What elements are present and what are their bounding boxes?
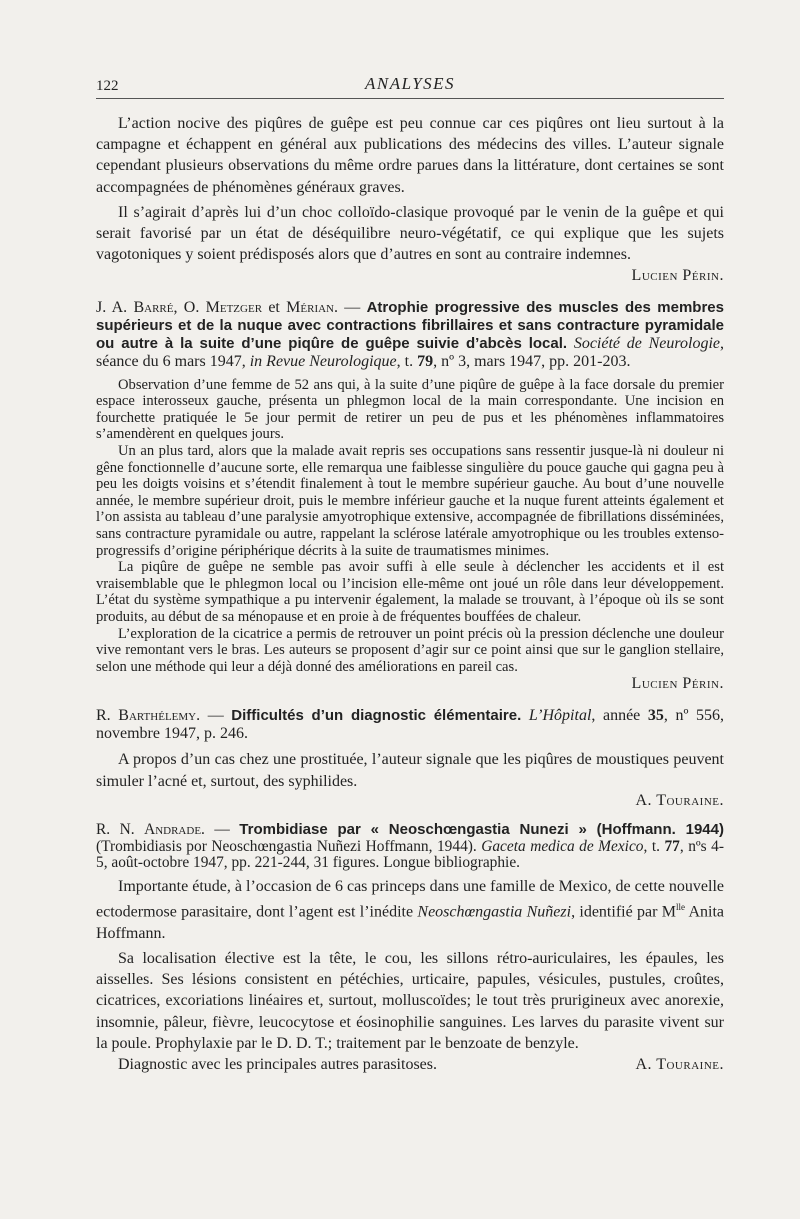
entry-andrade-p1-b: , identifié par M xyxy=(571,903,677,921)
entry-andrade-signature: A. Touraine. xyxy=(635,1056,724,1074)
entry-andrade-p1-sup: lle xyxy=(676,902,686,913)
entry-barre-paragraph-4: L’exploration de la cicatrice a permis de retrouver un point précis où la pression déclenche une douleur vive remontant vers le bras. Les auteurs se proposent d’agir sur ce point ainsi que sur le ganglion stellaire, selon une méthode qui leur a déjà donné des améliorations en pareil cas. xyxy=(96,625,724,675)
intro-paragraph-1: L’action nocive des piqûres de guêpe est peu connue car ces piqûres ont lieu surtout à la campagne et échappent en général aux publications des médecins des villes. L’auteur signale cependant plusieurs observations du même ordre parues dans la littérature, dont certaines se sont accompagnées de phénomènes généraux graves. xyxy=(96,115,724,196)
entry-andrade-heading xyxy=(96,822,724,872)
page-header xyxy=(96,68,724,99)
entry-barre-author-2: Metzger xyxy=(205,298,263,316)
entry-andrade-p1-italic: Neoschœngastia Nuñezi xyxy=(417,903,572,921)
entry-barthelemy-source-italic: L’Hôpital xyxy=(528,707,592,725)
entry-barre-signature: Lucien Périn. xyxy=(631,675,724,693)
entry-barthelemy-signature: A. Touraine. xyxy=(635,791,724,809)
running-title: ANALYSES xyxy=(364,74,456,93)
entry-barthelemy-title: Difficultés d’un diagnostic élémentaire. xyxy=(231,707,522,725)
entry-andrade-p1-a: Importante étude, à l’occasion de 6 cas princeps dans une famille de Mexico, de cette nouvelle ectodermose parasitaire, dont l’agent est l’inédite xyxy=(96,878,724,921)
entry-andrade-source-italic: Gaceta medica de Mexico xyxy=(481,837,644,855)
entry-andrade-paragraph-1 xyxy=(96,876,724,944)
entry-andrade-prefix: R. N. xyxy=(96,820,145,838)
entry-andrade-body xyxy=(96,876,724,1075)
entry-barre xyxy=(96,299,724,694)
entry-andrade-author: Andrade xyxy=(144,820,202,838)
entry-barre-body xyxy=(96,377,724,676)
entry-andrade-title: Trombidiase par « Neoschœngastia Nunezi » (Hoffmann. 1944) xyxy=(239,820,724,838)
entry-barre-source-3: in Revue Neurologique xyxy=(249,352,397,370)
entry-andrade-source-1: (Trombidiasis por Neoschœngastia Nuñezi Hoffmann, 1944). xyxy=(96,837,482,855)
entry-barthelemy-source-2: , année xyxy=(591,707,648,725)
entry-barre-source-4: , t. xyxy=(396,352,418,370)
entry-andrade-source-2: , t. xyxy=(643,837,665,855)
entry-andrade xyxy=(96,822,724,1076)
entry-barre-sep-1: , O. xyxy=(173,298,206,316)
entry-andrade-paragraph-2: Sa localisation élective est la tête, le cou, les sillons rétro-auriculaires, les épaules, les aisselles. Ses lésions consistent en pétéchies, urticaire, papules, vésicules, pustules, croûtes, cicatrices, excoriations linéaires et, surtout, molluscoïdes; le tout très prurigineux avec anorexie, insomnie, pâleur, fièvre, leucocytose et éosinophilie sanguines. Les larves du parasite vivent sur la poule. Prophylaxie par le D. D. T.; traitement par le benzoate de benzyle. xyxy=(96,950,724,1052)
entry-barre-prefix-1: J. A. xyxy=(96,298,134,316)
entry-barre-author-1: Barré xyxy=(133,298,174,316)
entry-andrade-dash: . — xyxy=(201,820,240,838)
intro-paragraph-2: Il s’agirait d’après lui d’un choc colloïdo-clasique provoqué par le venin de la guêpe et qui serait favorisé par un état de déséquilibre neuro-végétatif, ce qui explique que les sujets vagotoniques y soient prédisposés alors que d’autres en sont au contraire indemnes. xyxy=(96,203,724,264)
entry-andrade-source-3: , nºs 4-5, août-octobre 1947, pp. 221-244, 31 figures. Longue bibliographie. xyxy=(96,837,724,872)
entry-barre-heading xyxy=(96,299,724,371)
entry-barthelemy-prefix: R. xyxy=(96,707,119,725)
intro-signature: Lucien Périn. xyxy=(631,267,724,285)
page xyxy=(96,68,724,1075)
entry-barthelemy-body xyxy=(96,749,724,791)
entry-barre-paragraph-1: Observation d’une femme de 52 ans qui, à la suite d’une piqûre de guêpe à la face dorsale du premier espace interosseux gauche, présenta un phlegmon local de la main correspondante. Une incision en fourchette pratiquée le 5e jour permit de retirer un peu de pus et les phénomènes inflammatoires s’amendèrent en quelques jours. xyxy=(96,376,724,443)
entry-barthelemy-paragraph-1: A propos d’un cas chez une prostituée, l’auteur signale que les piqûres de moustiques peuvent simuler l’acné et, surtout, des syphilides. xyxy=(96,751,724,790)
entry-barre-paragraph-2: Un an plus tard, alors que la malade avait repris ses occupations sans ressentir jusque-là ni douleur ni gêne fonctionnelle d’aucune sorte, elle remarqua une faiblesse singulière du pouce gauche qui gagna peu à peu les doigts voisins et s’étendit finalement à tout le membre supérieur gauche. Au bout d’une nouvelle année, le membre supérieur droit, puis le membre inférieur gauche et la nuque furent atteints également et l’on assista au tableau d’une paralysie amyotrophique extensive, accompagnée de fibrillations disséminées, sans contracture pyramidale ou autre, rappelant la sclérose latérale amyotrophique ou les troubles extenso-progressifs d’origine périphérique décrits à la suite de traumatismes minimes. xyxy=(96,443,724,559)
entry-barthelemy-volume: 35 xyxy=(647,707,664,725)
entry-andrade-paragraph-3 xyxy=(96,1054,724,1075)
entry-barre-source-1: Société de Neurologie xyxy=(573,334,720,352)
entry-barre-source-2: , séance du 6 mars 1947, xyxy=(96,334,724,370)
entry-barthelemy xyxy=(96,707,724,809)
entry-barre-title: Atrophie progressive des muscles des membres supérieurs et de la nuque avec contractions fibrillaires et sans contracture pyramidale ou autre à la suite d’une piqûre de guêpe suivie d’abcès local. xyxy=(96,298,724,352)
intro-section xyxy=(96,113,724,287)
page-number: 122 xyxy=(96,78,119,94)
entry-barre-source-5: , nº 3, mars 1947, pp. 201-203. xyxy=(433,352,631,370)
entry-andrade-p3-text: Diagnostic avec les principales autres parasitoses. xyxy=(118,1056,437,1074)
entry-barre-volume: 79 xyxy=(417,352,434,370)
entry-andrade-p1-c: Anita Hoffmann. xyxy=(96,903,725,942)
entry-barthelemy-dash: . — xyxy=(196,707,232,725)
entry-barre-author-3: Mérian xyxy=(286,298,334,316)
entry-barre-paragraph-3: La piqûre de guêpe ne semble pas avoir suffi à elle seule à déclencher les accidents et il est vraisemblable que le phlegmon local ou l’incision elle-même ont joué un rôle dans leur développement. L’état du système sympathique a pu intervenir également, la malade se trouvant, à l’époque où ils se sont produits, au début de sa ménopause et en proie à de fréquentes bouffées de chaleur. xyxy=(96,559,724,625)
entry-barre-dash: . — xyxy=(334,298,367,316)
entry-andrade-volume: 77 xyxy=(664,837,680,855)
entry-barthelemy-heading xyxy=(96,707,724,743)
entry-barre-sep-2: et xyxy=(262,298,287,316)
entry-barthelemy-source-1 xyxy=(521,707,529,724)
entry-barthelemy-author: Barthélemy xyxy=(118,707,197,725)
entry-barthelemy-source-3: , nº 556, novembre 1947, p. 246. xyxy=(96,707,725,743)
